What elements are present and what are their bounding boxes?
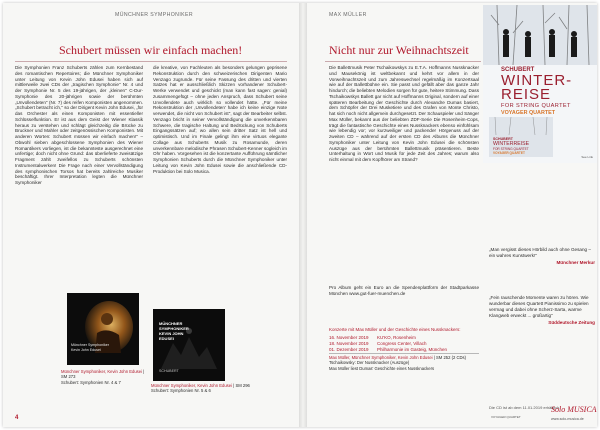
cd2-cover-line: MÜNCHNER: [159, 321, 183, 326]
winterreise-inset-subtitle: FOR STRING QUARTET: [493, 147, 529, 151]
winterreise-inset-ensemble: VOYAGER QUARTET: [493, 151, 525, 155]
quote-source: Münchner Merkur: [556, 260, 595, 265]
winterreise-subtitle: FOR STRING QUARTET: [501, 103, 571, 109]
concert-date: 01. Dezember 2019: [329, 347, 369, 352]
winterreise-composer: SCHUBERT: [501, 67, 535, 73]
concert-date: 18. November 2019: [329, 341, 369, 346]
cd2-caption: Münchner Symphoniker, Kevin John Edusei | SM 296 Schubert: Symphonien Nr. 5 & 6: [151, 383, 250, 394]
cd2-cover-line: SYMPHONIKER: [159, 326, 189, 331]
right-donation-note: [329, 285, 479, 311]
left-headline-rule: [15, 61, 287, 62]
concert-venue: Congress Center, Villach: [377, 341, 427, 346]
concert-venue: Philharmonie im Gasteig, München: [377, 347, 448, 352]
donation-text: Pro Album geht ein Euro an die Spendenplattform der Stadtparkasse München www.gut-fuer-muenchen.de: [329, 285, 479, 296]
right-running-head: MAX MÜLLER: [329, 12, 367, 18]
cd2-caption-detail: Schubert: Symphonien Nr. 5 & 6: [151, 388, 211, 394]
left-paragraph: die kreative, von Fachleuten als besonders gelungen geprisene Rekonstruktion durch den schweizerischen Dirigenten Mario Venzago zugrunde. Für seine Fassung des dritten und vierten Satzes hat er ausschließlich Skizzen vorhandener Schubert-Werke verwendet und geschickt (man kann fast sagen: genial) zusammengefügt – ohne jeden Anspruch, dass Schubert seine Unvollendete auch wirklich so vollendet hätte. „Für meine Rekonstruktion der ,Unvollendeten' habe ich keine einzige Note verwendet, die nicht von Schubert ist", sagt der Bearbeiter selbst. Venzago bricht in seiner Vervollständigung die unverkennbaren Schwere, die tragische Haltung und Bedrückung von Schuberts Eingangssätzen auf; wo allen sein dritter Satz ist hell und optimistisch. Und im Finale gelingt ihm eine virtuos elegante Collage aus Schuberts Musik zu Rosamunde, deren unverkennbare melodische Phrasen Schubert-Kenner sogleich im Ohr haben. Vorgesehen ist die konzertante Aufführung sämtlicher Symphonien Schuberts durch die Münchner Symphoniker unter Leitung von Kevin John Edusei sowie die anschließende CD-Produktion bei Solo Musica.: [153, 65, 287, 174]
right-headline-rule: [325, 61, 481, 62]
credit-number: SM 252 (2 CDs): [436, 355, 467, 360]
cd2-cover-label: SCHUBERT: [159, 369, 179, 373]
cd1-caption-detail: Schubert: Symphonien Nr. 4 & 7: [61, 379, 121, 385]
cd1-caption: Münchner Symphoniker, Kevin John Edusei | SM 273 Schubert: Symphonien Nr. 4 & 7: [61, 369, 145, 385]
cd2-cover-line: KEVIN JOHN: [159, 331, 184, 336]
quote-text: „Fein rauschende Momente waren zu hören. Wie wunderbar dieses Quartett Pianissimo zu spielen vermag und dabei ohne Scherz-Sarta, warme Klangweb erweckt ... großartig": [489, 295, 589, 318]
cd1-caption-number: SM 273: [61, 374, 76, 380]
winterreise-ensemble: VOYAGER QUARTET: [501, 110, 556, 116]
right-article-column: [329, 65, 479, 277]
right-headline: Nicht nur zur Weihnachtszeit: [329, 43, 469, 57]
quote-source: Süddeutsche Zeitung: [548, 320, 595, 325]
credit-line: Max Müller liest Dumas' Geschichte eines Nussknackers: [329, 365, 435, 371]
voyager-logo-small: VOYAGER QUARTET: [491, 415, 521, 419]
winterreise-inset-composer: SCHUBERT: [493, 137, 513, 141]
cd1-cover-subtitle: Kevin John Edusei: [71, 348, 101, 352]
solo-musica-url: www.solo-musica.de: [551, 417, 584, 421]
spread-gutter: [299, 3, 307, 427]
cd1-cover-title: Münchner Symphoniker: [71, 343, 109, 347]
concert-date: 16. November 2019: [329, 335, 369, 340]
cd1-caption-artists: Münchner Symphoniker, Kevin John Edusei: [61, 369, 143, 374]
cd2-caption-artists: Münchner Symphoniker, Kevin John Edusei: [151, 383, 233, 388]
winterreise-title: [501, 74, 572, 102]
cd-cover-symphonies-5-6: [153, 309, 225, 381]
winterreise-title-line: WINTER-: [501, 72, 573, 89]
album-credits: [329, 355, 484, 371]
left-paragraph: Die Symphonien Franz Schuberts zählen zum Kernbestand des romantischen Repertoires; die Münchner Symphoniker unter Leitung von Kevin John Edusei haben sich auf mittlerweile zwei CDs der „tragischen Symphonie" Nr. 4 und der Symphonie Nr. 5 des 19-jährigen, der „kleinen" C-Dur-Symphonie des 20-jährigen sowie der berühmten „Unvollendeten" (Nr. 7) des reifen Komponisten angenommen. „Schubert betracht ich," so der Dirigent Kevin John Edusei, „für das Orchester als einen Komponisten mit essentieller Schlüsselfunktion. Er ist aus dem Geist der Wiener Klassik heraus zu verstehen und schlägt gleichzeitig die Brücke zu Bruckner und Mahler oder zeitgenössischen Komponisten. Mit anderen Worten: Schubert müssen wir einfach machen!" – Obwohl sieben abgeschlossene Symphonien des Wiener Romantikers vorliegen, ist die bekannteste ausgerechnet eine unfertige; doch nicht ohne Grund: das überlieferte zweisätzige Fragment zählt zweifellos zu Schuberts schönsten Instrumentalwerken! Die Frage nach einer Vervollständigung des symphonischen Torsos hat bereits zahlreiche Musiker beschäftigt. Ihrer Interpretation legten die Münchner Symphoniker: [15, 65, 143, 185]
page-number-left: 4: [15, 415, 19, 421]
left-article-column-2: [153, 65, 287, 304]
credit-artists: Max Müller, Münchner Symphoniker, Kevin John Edusei: [329, 355, 433, 360]
quote-text: „Man vergisst dieses Hörbild auch ohne Gesang – ein wahres Kunstwerk!": [489, 247, 591, 258]
photo-credit: See Link: [581, 155, 593, 159]
cd2-caption-number: SM 296: [235, 383, 250, 388]
concert-venue: KU'KO, Rosenheim: [377, 335, 416, 340]
credit-line: Tschaikowsky: Der Nussknacker (Auszüge): [329, 360, 410, 366]
cd2-cover-text: [159, 321, 189, 341]
credits-rule: [329, 353, 479, 354]
concert-list: [329, 327, 479, 353]
concert-heading: Konzerte mit Max Müller und der Geschichte eines Nussknackers:: [329, 327, 461, 332]
left-headline: Schubert müssen wir einfach machen!: [59, 43, 243, 57]
winterreise-title-line: REISE: [501, 86, 552, 103]
review-quote: [489, 295, 595, 326]
winterreise-inset-title: WINTERREISE: [493, 141, 530, 147]
cd2-cover-line: EDUSEI: [159, 336, 174, 341]
release-note: Die CD ist ab dem 11.01.2019 erhältlich.: [489, 405, 561, 410]
review-quote: [489, 247, 595, 266]
solo-musica-logo: Solo MUSICA: [551, 405, 597, 414]
conductor-photo-icon: [67, 293, 139, 365]
left-article-column-1: [15, 65, 143, 288]
magazine-spread: [3, 3, 597, 427]
left-running-head: MÜNCHNER SYMPHONIKER: [115, 12, 194, 18]
right-paragraph: Die Ballettmusik Peter Tschaikowskys zu E.T.A. Hoffmanns Nussknacker und Mausekönig ist weltbekannt und kehrt vor allem in der Vorweihnachtszeit und zum Jahreswechsel regelmäßig im Konzertsaal wie auf der Ballettbühne ein. Sie passt und gefällt aber das ganze Jahr hindurch; die beliebten Melodien sorgen für gute, heitere Stimmung. Dass Tschaikowskys Ballett gar nicht auf Hoffmanns Original, sondern auf einer späteren Bearbeitung der Geschichte durch Alexandre Dumas basiert, dem Schöpfer der Drei Musketiere und des Grafen von Monte Christo, hat sich noch nicht allgemein durchgesetzt. Der Schauspieler und Sänger Max Müller, bekannt aus der beliebten ZDF-Serie Die Rosenheim-Cops, trägt die fantastische Geschichte eines Nussknackers ebenso einfühlsam wie lebendig vor; vor kurzweiliger und packender Hörgenuss auf der zweiten CD – während auf der ersten CD des Albums die Münchner Symphoniker unter Leitung von Kevin John Edusei die schönsten Auszüge aus der berühmten Ballettmusik präsentieren. Beste Unterhaltung in Wort und Musik für jede Zeit des Jahres; warum also nicht einmal mit dem Kopfhörer am Strand?: [329, 65, 479, 162]
winterreise-ad: [483, 5, 597, 163]
credit-line: Max Müller, Münchner Symphoniker, Kevin John Edusei | SM 252 (2 CDs): [329, 355, 467, 360]
cd-cover-symphonies-4-7: [67, 293, 139, 365]
